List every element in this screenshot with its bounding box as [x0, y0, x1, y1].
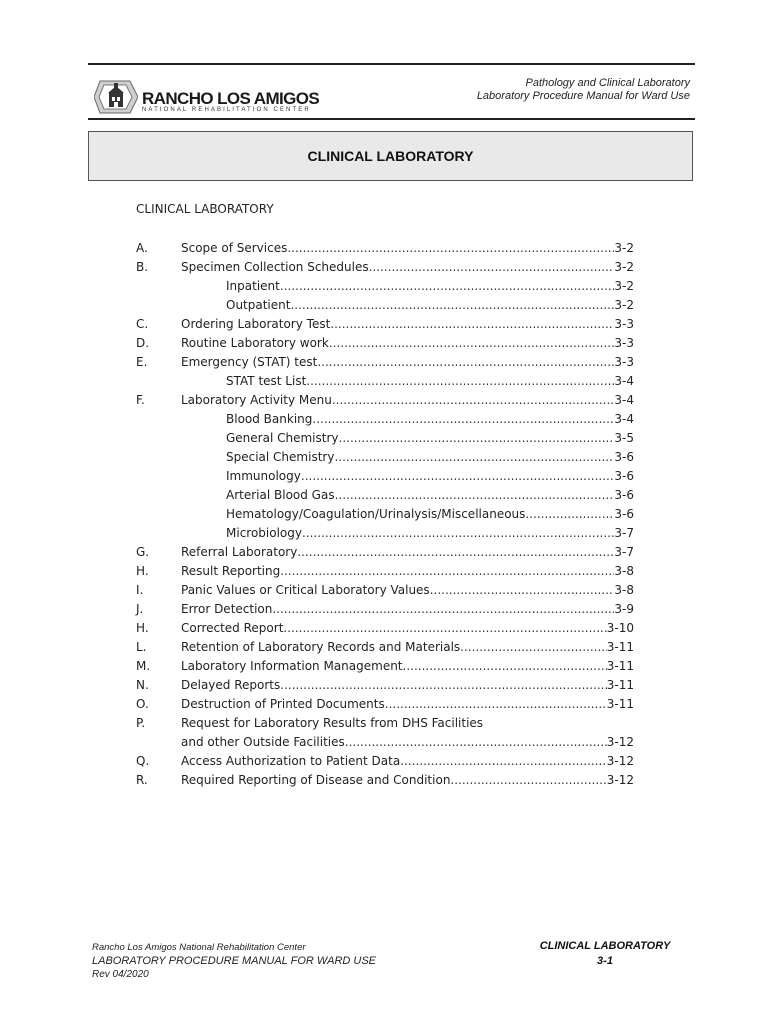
footer-right: [520, 939, 690, 969]
toc-page-number: 3-3: [614, 317, 634, 331]
toc-entry: [226, 372, 634, 391]
toc-title: Delayed Reports: [181, 678, 281, 692]
toc-leader-dots: [369, 258, 615, 277]
header-rule-bottom: [88, 118, 695, 120]
toc-leader-dots: [280, 676, 607, 695]
toc-leader-dots: [317, 353, 614, 372]
toc-row: [136, 486, 634, 505]
toc-entry: [226, 524, 634, 543]
toc-entry: [181, 638, 634, 657]
footer-left: [92, 941, 376, 981]
toc-page-number: 3-6: [614, 450, 634, 464]
toc-title: and other Outside Facilities: [181, 735, 345, 749]
toc-page-number: 3-7: [614, 545, 634, 559]
toc-row: [136, 258, 634, 277]
toc-leader-dots: [430, 581, 615, 600]
toc-leader-dots: [290, 296, 614, 315]
toc-row: [136, 581, 634, 600]
toc-leader-dots: [329, 334, 615, 353]
toc-leader-dots: [525, 505, 614, 524]
footer-revision: Rev 04/2020: [92, 969, 149, 980]
header-rule-top: [88, 63, 695, 65]
toc-leader-dots: [301, 467, 615, 486]
toc-title: Corrected Report: [181, 621, 284, 635]
toc-leader-dots: [280, 562, 614, 581]
toc-letter: Q.: [136, 754, 150, 768]
header-right-line1: Pathology and Clinical Laboratory: [525, 77, 690, 89]
toc-entry: [181, 695, 634, 714]
toc-title: Hematology/Coagulation/Urinalysis/Miscellaneous: [226, 507, 526, 521]
toc-page-number: 3-12: [606, 754, 634, 768]
toc-row: [136, 467, 634, 486]
toc-letter: O.: [136, 697, 149, 711]
toc-entry: [226, 410, 634, 429]
toc-heading: CLINICAL LABORATORY: [136, 202, 274, 216]
toc-title: Panic Values or Critical Laboratory Values: [181, 583, 430, 597]
toc-letter: G.: [136, 545, 150, 559]
toc-page-number: 3-9: [614, 602, 634, 616]
logo-name: RANCHO LOS AMIGOS: [142, 89, 320, 108]
toc-title: Emergency (STAT) test: [181, 355, 318, 369]
toc-entry: [226, 467, 634, 486]
toc-leader-dots: [312, 410, 614, 429]
toc-row: [136, 524, 634, 543]
toc-page-number: 3-8: [614, 583, 634, 597]
toc-leader-dots: [403, 657, 607, 676]
toc-leader-dots: [332, 391, 615, 410]
toc-row: [136, 657, 634, 676]
toc-title: Result Reporting: [181, 564, 281, 578]
toc-title: Microbiology: [226, 526, 302, 540]
toc-title: Arterial Blood Gas: [226, 488, 335, 502]
toc-entry: [181, 258, 634, 277]
toc-page-number: 3-5: [614, 431, 634, 445]
toc-title: Laboratory Information Management: [181, 659, 403, 673]
toc-page-number: 3-3: [614, 336, 634, 350]
toc-row: [136, 562, 634, 581]
toc-leader-dots: [297, 543, 614, 562]
toc-entry: [181, 733, 634, 752]
toc-row: [136, 676, 634, 695]
toc-entry: [181, 315, 634, 334]
toc-letter: H.: [136, 621, 149, 635]
toc-leader-dots: [287, 239, 614, 258]
toc-title: Scope of Services: [181, 241, 288, 255]
logo: [94, 77, 324, 117]
toc-letter: I.: [136, 583, 144, 597]
toc-entry: [226, 296, 634, 315]
toc-entry: [181, 543, 634, 562]
toc-leader-dots: [339, 429, 615, 448]
toc-leader-dots: [450, 771, 606, 790]
toc-row: [136, 315, 634, 334]
toc-letter: J.: [136, 602, 144, 616]
toc-entry: [226, 448, 634, 467]
toc-row: [136, 429, 634, 448]
toc-letter: R.: [136, 773, 148, 787]
toc-letter: C.: [136, 317, 149, 331]
toc-letter: M.: [136, 659, 151, 673]
toc-letter: L.: [136, 640, 147, 654]
toc-row: [136, 714, 634, 733]
toc-page-number: 3-10: [606, 621, 634, 635]
toc-letter: F.: [136, 393, 145, 407]
toc-row: [136, 619, 634, 638]
toc-title: Request for Laboratory Results from DHS Facilities: [181, 716, 484, 730]
toc-page-number: 3-6: [614, 469, 634, 483]
toc-page-number: 3-3: [614, 355, 634, 369]
toc-leader-dots: [334, 448, 614, 467]
toc-title: Routine Laboratory work: [181, 336, 329, 350]
toc-title: Blood Banking: [226, 412, 313, 426]
toc-row: [136, 277, 634, 296]
toc-entry: [181, 657, 634, 676]
toc-title: Access Authorization to Patient Data: [181, 754, 401, 768]
toc-entry: [226, 277, 634, 296]
toc-leader-dots: [306, 372, 614, 391]
toc-letter: H.: [136, 564, 149, 578]
toc-title: Inpatient: [226, 279, 280, 293]
toc-leader-dots: [400, 752, 607, 771]
toc-title: Referral Laboratory: [181, 545, 298, 559]
toc-letter: D.: [136, 336, 150, 350]
toc-row: [136, 600, 634, 619]
toc-entry: [226, 486, 634, 505]
toc-page-number: 3-11: [606, 697, 634, 711]
footer-page-number: 3-1: [597, 955, 613, 967]
footer-manual: LABORATORY PROCEDURE MANUAL FOR WARD USE: [92, 955, 377, 967]
toc-row: [136, 410, 634, 429]
toc-entry: [181, 600, 634, 619]
toc-letter: B.: [136, 260, 149, 274]
toc-title: Specimen Collection Schedules: [181, 260, 369, 274]
footer-org: Rancho Los Amigos National Rehabilitation Center: [92, 942, 306, 953]
toc-row: [136, 752, 634, 771]
toc-entry: [181, 562, 634, 581]
footer-section: CLINICAL LABORATORY: [539, 940, 671, 952]
toc-entry: [181, 391, 634, 410]
page-title: CLINICAL LABORATORY: [307, 148, 474, 164]
toc-row: [136, 733, 634, 752]
toc-leader-dots: [302, 524, 614, 543]
toc-leader-dots: [345, 733, 607, 752]
toc-title: Error Detection: [181, 602, 273, 616]
toc-leader-dots: [280, 277, 615, 296]
toc-title: Required Reporting of Disease and Condition: [181, 773, 451, 787]
toc-letter: A.: [136, 241, 148, 255]
toc-row: [136, 505, 634, 524]
header-right-line2: Laboratory Procedure Manual for Ward Use: [476, 90, 690, 102]
toc-page-number: 3-11: [606, 678, 634, 692]
toc-row: [136, 296, 634, 315]
toc-title: Retention of Laboratory Records and Materials: [181, 640, 461, 654]
toc-entry: [226, 505, 634, 524]
toc-leader-dots: [335, 486, 615, 505]
toc-page-number: 3-2: [614, 241, 634, 255]
toc-letter: E.: [136, 355, 148, 369]
logo-subtitle: NATIONAL REHABILITATION CENTER: [142, 107, 311, 113]
toc-row: [136, 334, 634, 353]
toc-page-number: 3-12: [606, 735, 634, 749]
toc-page-number: 3-11: [606, 659, 634, 673]
toc-title: General Chemistry: [226, 431, 339, 445]
toc-leader-dots: [385, 695, 607, 714]
toc-title: Ordering Laboratory Test: [181, 317, 331, 331]
toc-letter: N.: [136, 678, 149, 692]
toc-row: [136, 638, 634, 657]
toc-row: [136, 695, 634, 714]
toc-entry: [181, 239, 634, 258]
toc-page-number: 3-6: [614, 507, 634, 521]
toc-page-number: 3-4: [614, 374, 634, 388]
toc-row: [136, 448, 634, 467]
toc-letter: P.: [136, 716, 146, 730]
toc-leader-dots: [460, 638, 607, 657]
toc-entry: [181, 581, 634, 600]
toc-page-number: 3-8: [614, 564, 634, 578]
toc-page-number: 3-2: [614, 260, 634, 274]
table-of-contents: [136, 239, 634, 790]
rancho-logo-icon: [94, 77, 138, 117]
header-right-text: [477, 77, 690, 103]
toc-page-number: 3-7: [614, 526, 634, 540]
toc-entry: [181, 353, 634, 372]
toc-page-number: 3-2: [614, 298, 634, 312]
toc-title: STAT test List: [226, 374, 307, 388]
toc-title: Outpatient: [226, 298, 291, 312]
toc-row: [136, 239, 634, 258]
title-box: [88, 131, 693, 181]
toc-page-number: 3-4: [614, 412, 634, 426]
toc-title: Special Chemistry: [226, 450, 335, 464]
toc-row: [136, 391, 634, 410]
toc-title: Immunology: [226, 469, 301, 483]
toc-page-number: 3-11: [606, 640, 634, 654]
toc-page-number: 3-12: [606, 773, 634, 787]
toc-entry: [181, 771, 634, 790]
toc-page-number: 3-2: [614, 279, 634, 293]
toc-row: [136, 353, 634, 372]
toc-page-number: 3-6: [614, 488, 634, 502]
toc-leader-dots: [330, 315, 614, 334]
toc-entry: [181, 334, 634, 353]
toc-row: [136, 372, 634, 391]
toc-row: [136, 771, 634, 790]
toc-entry: [181, 676, 634, 695]
toc-leader-dots: [272, 600, 614, 619]
toc-leader-dots: [283, 619, 606, 638]
toc-row: [136, 543, 634, 562]
toc-entry: [181, 619, 634, 638]
toc-title: Destruction of Printed Documents: [181, 697, 385, 711]
toc-title: Laboratory Activity Menu: [181, 393, 332, 407]
toc-entry: [181, 752, 634, 771]
toc-entry: [226, 429, 634, 448]
toc-page-number: 3-4: [614, 393, 634, 407]
